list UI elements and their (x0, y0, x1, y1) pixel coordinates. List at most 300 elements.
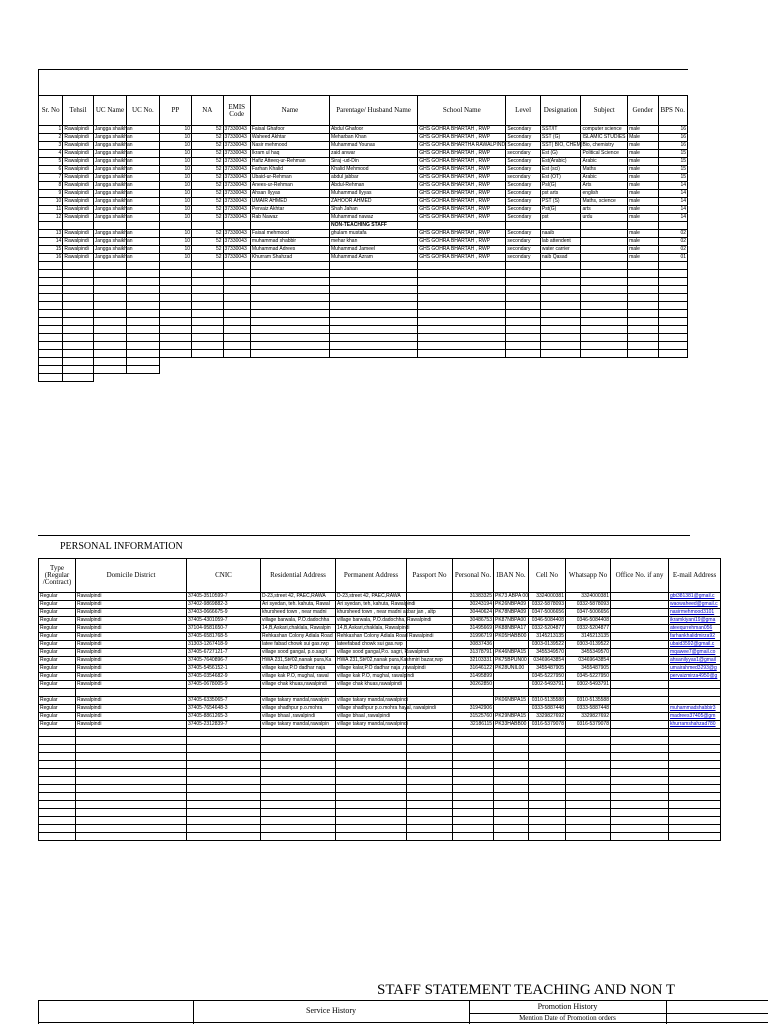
personal-cell: Rawalpindi (76, 673, 187, 681)
staff-cell: Jangga shaikhan (94, 182, 133, 188)
empty-cell (581, 278, 628, 286)
staff-row (39, 166, 688, 174)
personal-cell: Regular (39, 657, 76, 665)
personal-row (39, 609, 721, 617)
promotion-note: Mention Date of Promotion orders (519, 1014, 616, 1022)
personal-cell: 37405-6335065-7 (187, 697, 261, 705)
empty-cell (39, 761, 76, 769)
empty-cell (628, 262, 658, 270)
personal-cell: pervaizmirza4950@g (669, 673, 721, 681)
personal-cell (669, 697, 721, 705)
staff-cell: 16 (658, 142, 688, 150)
empty-cell (39, 350, 63, 358)
personal-cell: 37405-0678005-9 (187, 681, 261, 689)
personal-cell: village bhaal ,rawalpindi (261, 713, 336, 721)
staff-cell (223, 222, 250, 230)
empty-cell (192, 310, 223, 318)
staff-cell: GHS GOHRA BHARTAH , RWP (418, 150, 506, 158)
staff-cell: Rawalpindi (63, 214, 93, 222)
service-history-label: Service History (306, 1006, 356, 1015)
empty-cell (669, 753, 721, 761)
empty-cell (581, 310, 628, 318)
staff-cell: Secondary (506, 182, 540, 190)
empty-cell (494, 753, 529, 761)
empty-cell (566, 809, 611, 817)
empty-cell (529, 753, 566, 761)
empty-cell (494, 833, 529, 841)
empty-cell (418, 270, 506, 278)
empty-cell (127, 342, 159, 350)
personal-cell: Rawalpindi (76, 609, 187, 617)
staff-cell: Rawalpindi (63, 150, 93, 158)
empty-cell (407, 785, 453, 793)
staff-col-header: BPS No. (658, 96, 688, 126)
empty-cell (76, 809, 187, 817)
personal-cell (407, 713, 453, 721)
personal-cell: 0316-5379078 (529, 721, 566, 729)
staff-cell: secondary (506, 150, 540, 158)
footer-rule (38, 1000, 768, 1001)
staff-cell: male (628, 206, 658, 214)
empty-cell (669, 833, 721, 841)
staff-cell: Secondary (506, 190, 540, 198)
empty-cell (261, 801, 336, 809)
staff-cell: male (628, 142, 658, 150)
empty-cell (611, 745, 669, 753)
empty-cell (540, 310, 581, 318)
personal-cell (336, 689, 407, 697)
empty-cell (453, 761, 494, 769)
staff-cell: arts (581, 206, 628, 214)
staff-cell: 15 (39, 246, 63, 254)
staff-cell: GHS GOHRA BHARTHA RAWALPINDI (419, 142, 507, 148)
personal-empty-row (39, 753, 721, 761)
empty-cell (407, 729, 453, 737)
personal-cell: Regular (39, 641, 76, 649)
empty-cell (669, 761, 721, 769)
empty-cell (63, 310, 93, 318)
personal-cell: PK29NBPA15 (494, 713, 529, 721)
staff-cell: Jangga shaikhan (94, 166, 133, 172)
staff-cell: Est (OT) (540, 174, 581, 182)
staff-cell: Jangga shaikhan (94, 238, 133, 244)
empty-cell (529, 785, 566, 793)
empty-cell (39, 374, 63, 382)
empty-cell (611, 769, 669, 777)
staff-cell: ZAHOOR AHMED (329, 198, 417, 206)
personal-cell: 0303-0139522 (566, 641, 611, 649)
personal-cell: 0310-5135588 (566, 697, 611, 705)
empty-cell (658, 350, 688, 358)
staff-empty-row (39, 318, 688, 326)
empty-cell (540, 318, 581, 326)
personal-cell: Rawalpindi (76, 633, 187, 641)
empty-cell (529, 729, 566, 737)
personal-cell (407, 593, 453, 601)
empty-cell (93, 262, 126, 270)
empty-cell (566, 777, 611, 785)
staff-cell: Jangga shaikhan (94, 142, 133, 148)
staff-cell: 10 (159, 126, 191, 134)
personal-col-header: Domicile District (76, 559, 187, 593)
personal-col-header: CNIC (187, 559, 261, 593)
empty-cell (407, 745, 453, 753)
personal-cell: 3324000381 (566, 593, 611, 601)
empty-cell (93, 294, 126, 302)
empty-cell (250, 326, 329, 334)
empty-cell (63, 350, 93, 358)
personal-cell: PK05HABB00 (494, 633, 529, 641)
empty-cell (127, 310, 159, 318)
empty-cell (566, 761, 611, 769)
personal-cell: 31942906 (453, 705, 494, 713)
staff-cell: Jangga shaikhan (94, 126, 133, 132)
staff-empty-row (39, 334, 688, 342)
staff-cell: UMAIR AHMED (250, 198, 329, 206)
personal-col-header: Cell No (529, 559, 566, 593)
staff-cell: Secondary (506, 142, 540, 150)
empty-cell (329, 318, 417, 326)
empty-cell (628, 334, 658, 342)
personal-cell: 0310-5135588 (529, 697, 566, 705)
empty-cell (336, 745, 407, 753)
staff-cell: 14 (658, 198, 688, 206)
personal-empty-row (39, 729, 721, 737)
staff-cell: Rawalpindi (63, 166, 93, 174)
empty-cell (566, 793, 611, 801)
empty-cell (127, 286, 159, 294)
staff-cell: 6 (39, 166, 63, 174)
staff-col-header: EMIS Code (223, 96, 250, 126)
personal-cell: khurramshahzad780 (669, 721, 721, 729)
empty-cell (336, 737, 407, 745)
empty-cell (336, 753, 407, 761)
empty-cell (669, 793, 721, 801)
personal-cell (407, 721, 453, 729)
empty-cell (658, 302, 688, 310)
staff-cell: Muhammad Adrees (250, 246, 329, 254)
staff-cell: 37330043 (223, 150, 250, 158)
personal-cell (494, 689, 529, 697)
empty-cell (223, 350, 250, 358)
personal-row (39, 673, 721, 681)
staff-cell: computer science (581, 126, 628, 134)
personal-cell: village sood gangal, p.o.sagri (261, 649, 336, 657)
empty-cell (506, 294, 540, 302)
staff-cell: zaid anwar (329, 150, 417, 158)
empty-cell (453, 817, 494, 825)
staff-cell: 52 (192, 158, 223, 166)
empty-cell (39, 769, 76, 777)
empty-cell (581, 350, 628, 358)
personal-cell: PK28UNIL00 (494, 665, 529, 673)
empty-cell (611, 753, 669, 761)
personal-cell: Regular (39, 649, 76, 657)
staff-cell (581, 222, 628, 230)
staff-cell: GHS GOHRA BHARTAH , RWP (418, 182, 506, 190)
empty-cell (63, 286, 93, 294)
personal-cell: 37403-0666675-9 (187, 609, 261, 617)
empty-cell (669, 769, 721, 777)
empty-cell (93, 350, 126, 358)
empty-cell (63, 366, 93, 374)
empty-cell (250, 262, 329, 270)
staff-cell: Rawalpindi (63, 254, 93, 262)
staff-cell: 52 (192, 150, 223, 158)
personal-cell: Rawalpindi (76, 721, 187, 729)
empty-cell (187, 769, 261, 777)
empty-cell (187, 761, 261, 769)
empty-cell (506, 310, 540, 318)
staff-cell (506, 222, 540, 230)
empty-cell (250, 342, 329, 350)
empty-cell (223, 294, 250, 302)
staff-cell: 8 (39, 182, 63, 190)
staff-cell: Ikram ul haq (250, 150, 329, 158)
staff-cell: Muhammad Ilyyas (329, 190, 417, 198)
staff-cell: Waheed Akhtar (250, 134, 329, 142)
personal-cell: ateequrrehman056 (669, 625, 721, 633)
personal-cell (407, 697, 453, 705)
empty-cell (566, 825, 611, 833)
personal-cell: PK46NBPA15 (494, 649, 529, 657)
empty-cell (581, 302, 628, 310)
personal-cell (39, 689, 76, 697)
empty-cell (581, 342, 628, 350)
empty-cell (39, 342, 63, 350)
empty-cell (628, 278, 658, 286)
staff-cell: 52 (192, 166, 223, 174)
staff-cell: 10 (159, 134, 191, 142)
staff-cell: SST/IT (540, 126, 581, 134)
empty-cell (39, 270, 63, 278)
personal-cell: D-23,street 42, PAEC,RAWA (336, 593, 407, 601)
personal-cell: 0332-5878093 (529, 601, 566, 609)
personal-cell: 3455487905 (566, 665, 611, 673)
empty-cell (39, 334, 63, 342)
empty-cell (628, 270, 658, 278)
staff-cell: 1 (39, 126, 63, 134)
empty-cell (453, 729, 494, 737)
personal-cell: ubaid3592@gmail.c (669, 641, 721, 649)
personal-cell: 0303-0139522 (529, 641, 566, 649)
empty-cell (581, 318, 628, 326)
personal-cell: 3455487905 (529, 665, 566, 673)
staff-cell: Maths (581, 166, 628, 174)
empty-cell (192, 262, 223, 270)
empty-cell (581, 294, 628, 302)
staff-cell (581, 230, 628, 238)
empty-cell (611, 833, 669, 841)
staff-row (39, 206, 688, 214)
staff-cell: 37330043 (223, 166, 250, 174)
personal-row (39, 601, 721, 609)
empty-cell (39, 817, 76, 825)
personal-cell: village takary mandal,rawalpindi (337, 721, 408, 727)
staff-cell: 52 (192, 134, 223, 142)
staff-cell: Secondary (506, 214, 540, 222)
empty-cell (76, 737, 187, 745)
empty-cell (76, 801, 187, 809)
empty-cell (76, 729, 187, 737)
empty-cell (407, 793, 453, 801)
empty-cell (494, 825, 529, 833)
staff-cell: Jangga shaikhan (94, 254, 133, 260)
empty-cell (453, 801, 494, 809)
staff-cell: 37330043 (223, 214, 250, 222)
personal-cell: Rawalpindi (76, 617, 187, 625)
personal-cell: nasirmehmood3101 (669, 609, 721, 617)
empty-cell (39, 262, 63, 270)
staff-cell (581, 246, 628, 254)
staff-cell: water carrier (540, 246, 581, 254)
staff-row (39, 198, 688, 206)
personal-cell: waowaheed@gmail.c (669, 601, 721, 609)
empty-cell (159, 286, 191, 294)
footer-divider-3 (666, 1000, 667, 1024)
staff-empty-row (39, 366, 688, 374)
empty-cell (93, 270, 126, 278)
empty-cell (76, 753, 187, 761)
empty-cell (192, 334, 223, 342)
personal-cell: 0332-5204877 (566, 625, 611, 633)
staff-cell: Nasir mehmood (250, 142, 329, 150)
empty-cell (566, 753, 611, 761)
staff-cell: Pst(G) (540, 206, 581, 214)
staff-cell: GHS GOHRA BHARTAH , RWP (418, 206, 506, 214)
staff-cell: Jangga shaikhan (94, 158, 133, 164)
staff-cell: Rawalpindi (63, 246, 93, 254)
personal-empty-row (39, 801, 721, 809)
personal-cell: 0346-5084408 (566, 617, 611, 625)
staff-cell: 16 (39, 254, 63, 262)
empty-cell (261, 809, 336, 817)
personal-cell: Rawalpindi (76, 641, 187, 649)
personal-cell: Rawalpindi (76, 657, 187, 665)
empty-cell (261, 745, 336, 753)
personal-cell: village takary mandal,rawalpin (261, 721, 336, 729)
staff-cell: 14 (658, 182, 688, 190)
staff-cell: 37330043 (223, 246, 250, 254)
staff-cell: 52 (192, 246, 223, 254)
staff-cell: Rawalpindi (63, 126, 93, 134)
personal-cell: 0332-5204877 (529, 625, 566, 633)
empty-cell (566, 817, 611, 825)
empty-cell (127, 326, 159, 334)
staff-cell: male (628, 166, 658, 174)
staff-cell: Est (sci) (540, 166, 581, 174)
staff-cell: male (628, 150, 658, 158)
staff-cell: Jangga shaikhan (94, 246, 133, 252)
staff-col-header: School Name (418, 96, 506, 126)
empty-cell (187, 745, 261, 753)
personal-cell: Regular (39, 601, 76, 609)
empty-cell (192, 326, 223, 334)
empty-cell (418, 350, 506, 358)
personal-empty-row (39, 825, 721, 833)
empty-cell (407, 761, 453, 769)
empty-cell (159, 278, 191, 286)
personal-row (39, 705, 721, 713)
staff-cell (63, 222, 93, 230)
staff-cell: Rawalpindi (63, 198, 93, 206)
empty-cell (506, 334, 540, 342)
staff-cell: Rawalpindi (63, 174, 93, 182)
staff-cell: 37330043 (223, 238, 250, 246)
staff-cell (418, 222, 506, 230)
empty-cell (329, 334, 417, 342)
empty-cell (187, 777, 261, 785)
empty-cell (39, 366, 63, 374)
empty-cell (329, 262, 417, 270)
staff-empty-row (39, 270, 688, 278)
empty-cell (529, 761, 566, 769)
staff-cell: 10 (159, 158, 191, 166)
staff-cell: 10 (159, 238, 191, 246)
empty-cell (529, 793, 566, 801)
empty-cell (187, 737, 261, 745)
empty-cell (329, 342, 417, 350)
staff-empty-row (39, 278, 688, 286)
empty-cell (329, 286, 417, 294)
empty-cell (336, 777, 407, 785)
staff-cell: 10 (159, 182, 191, 190)
personal-cell (611, 593, 669, 601)
staff-cell (250, 222, 329, 230)
staff-cell: Rawalpindi (63, 230, 93, 238)
staff-empty-row (39, 358, 688, 366)
staff-cell: Jangga shaikhan (94, 134, 133, 140)
staff-cell: Rawalpindi (63, 238, 93, 246)
staff-cell: 2 (39, 134, 63, 142)
personal-cell: 30837436 (453, 641, 494, 649)
personal-cell: 37405-0354682-9 (187, 673, 261, 681)
personal-cell (611, 697, 669, 705)
staff-cell (192, 222, 223, 230)
empty-cell (159, 310, 191, 318)
personal-cell: Regular (39, 721, 76, 729)
staff-cell: ISLAMIC STUDIES (581, 134, 628, 142)
personal-col-header: Residential Address (261, 559, 336, 593)
staff-cell: 02 (658, 230, 688, 238)
empty-cell (159, 350, 191, 358)
personal-cell (669, 681, 721, 689)
staff-cell: Rawalpindi (63, 134, 93, 142)
empty-cell (261, 825, 336, 833)
personal-cell: 37104-9581650-7 (187, 625, 261, 633)
staff-cell: Faisal Ghafoor (250, 126, 329, 134)
personal-cell (611, 673, 669, 681)
empty-cell (336, 769, 407, 777)
staff-cell: 15 (658, 158, 688, 166)
staff-cell: Abdul Ghafoor (329, 126, 417, 134)
personal-cell: 32103331 (453, 657, 494, 665)
staff-cell: Jangga shaikhan (94, 198, 133, 204)
personal-cell: 0332-5878093 (566, 601, 611, 609)
empty-cell (187, 785, 261, 793)
staff-cell: naib Qasad (540, 254, 581, 262)
personal-cell (76, 689, 187, 697)
empty-cell (127, 270, 159, 278)
empty-cell (63, 302, 93, 310)
staff-cell: 37330043 (223, 126, 250, 134)
empty-cell (93, 318, 126, 326)
empty-cell (223, 270, 250, 278)
staff-cell: Jangga shaikhan (94, 206, 133, 212)
empty-cell (336, 729, 407, 737)
empty-cell (494, 769, 529, 777)
empty-cell (506, 326, 540, 334)
